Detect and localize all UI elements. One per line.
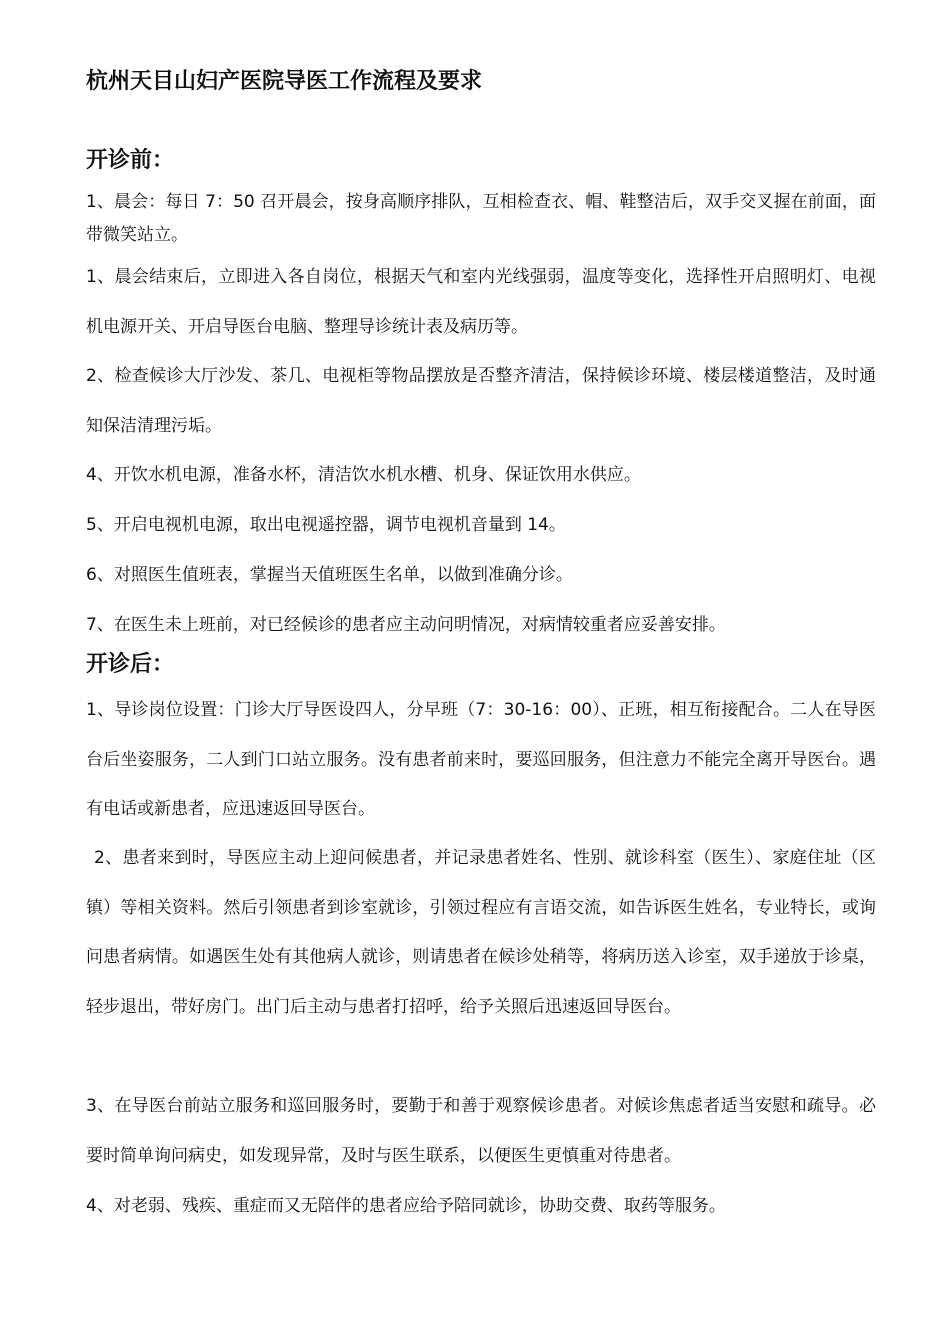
paragraph: 1、导诊岗位设置：门诊大厅导医设四人，分早班（7：30-16：00）、正班，相互衔接配合。二人在导医台后坐姿服务，二人到门口站立服务。没有患者前来时，要巡回服务，但注意力不能完全离开导医台。遇有电话或新患者，应迅速返回导医台。	[86, 700, 876, 819]
paragraph: 2、患者来到时，导医应主动上迎问候患者，并记录患者姓名、性别、就诊科室（医生）、家庭住址（区镇）等相关资料。然后引领患者到诊室就诊，引领过程应有言语交流，如告诉医生姓名，专业特长，或询问患者病情。如遇医生处有其他病人就诊，则请患者在候诊处稍等，将病历送入诊室，双手递放于诊桌，轻步退出，带好房门。出门后主动与患者打招呼，给予关照后迅速返回导医台。	[86, 848, 876, 1017]
section-heading-after-opening: 开诊后：	[86, 652, 175, 677]
paragraph: 6、对照医生值班表，掌握当天值班医生名单，以做到准确分诊。	[86, 565, 573, 585]
paragraph: 7、在医生未上班前，对已经候诊的患者应主动问明情况，对病情较重者应妥善安排。	[86, 615, 726, 635]
paragraph: 5、开启电视机电源，取出电视遥控器，调节电视机音量到 14。	[86, 515, 566, 535]
paragraph: 4、对老弱、残疾、重症而又无陪伴的患者应给予陪同就诊，协助交费、取药等服务。	[86, 1196, 726, 1216]
paragraph: 3、在导医台前站立服务和巡回服务时，要勤于和善于观察候诊患者。对候诊焦虑者适当安慰和疏导。必要时简单询问病史，如发现异常，及时与医生联系，以便医生更慎重对待患者。	[86, 1096, 876, 1166]
paragraph: 4、开饮水机电源，准备水杯，清洁饮水机水槽、机身、保证饮用水供应。	[86, 465, 641, 485]
paragraph: 1、晨会结束后，立即进入各自岗位，根据天气和室内光线强弱，温度等变化，选择性开启照明灯、电视机电源开关、开启导医台电脑、整理导诊统计表及病历等。	[86, 267, 876, 337]
section-heading-before-opening: 开诊前：	[86, 148, 175, 173]
document-title: 杭州天目山妇产医院导医工作流程及要求	[86, 69, 483, 94]
paragraph: 1、晨会：每日 7：50 召开晨会，按身高顺序排队，互相检查衣、帽、鞋整洁后，双手交叉握在前面，面带微笑站立。	[86, 192, 876, 245]
paragraph: 2、检查候诊大厅沙发、茶几、电视柜等物品摆放是否整齐清洁，保持候诊环境、楼层楼道整洁，及时通知保洁清理污垢。	[86, 366, 876, 436]
